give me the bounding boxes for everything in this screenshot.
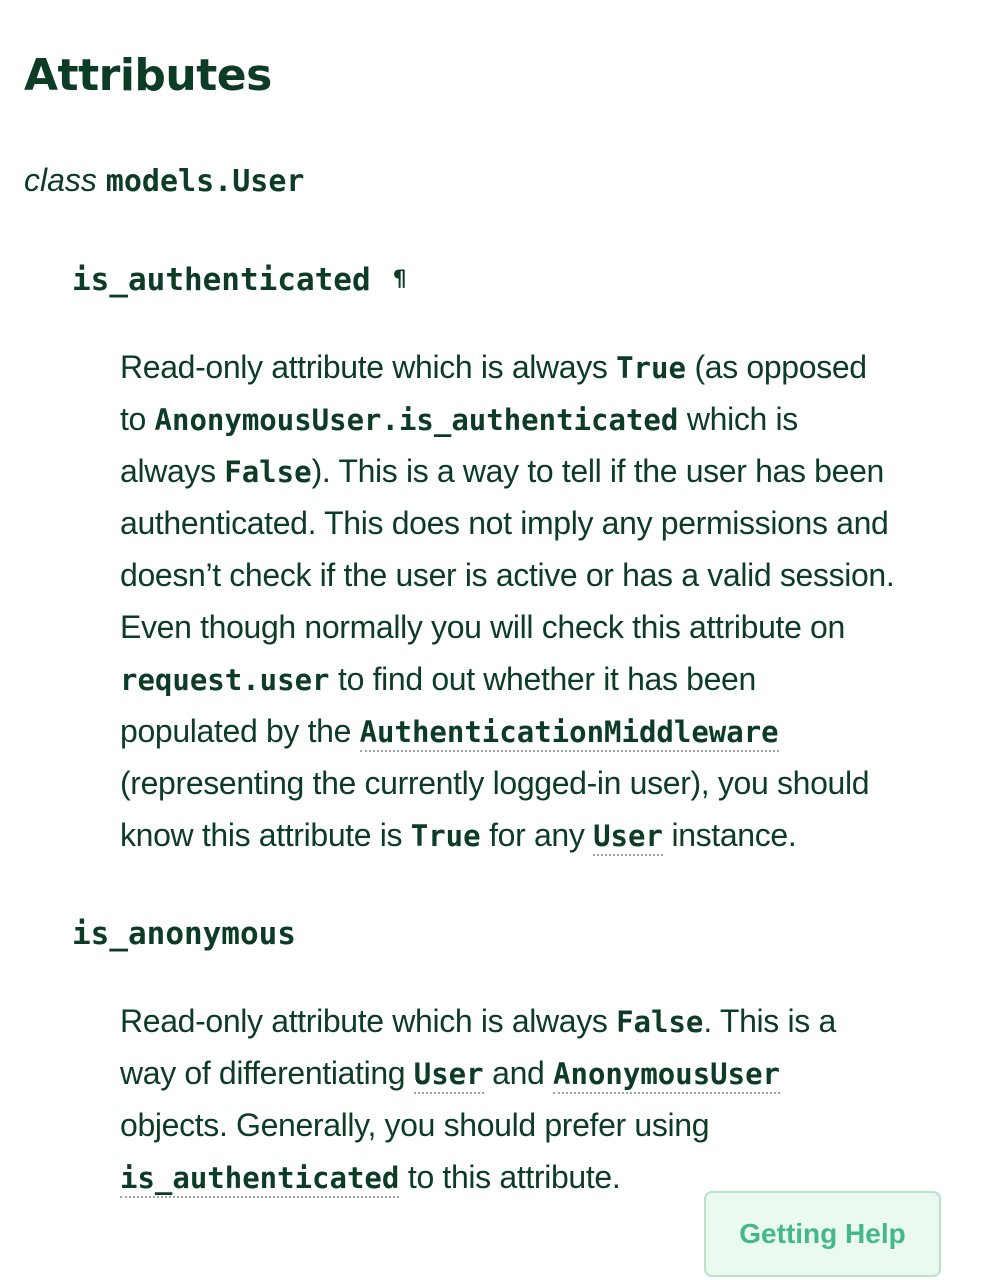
class-signature	[24, 158, 304, 204]
description-line	[120, 393, 970, 445]
code-true: True	[410, 819, 481, 853]
text-run: to find out whether it has been	[329, 661, 756, 697]
page-title: Attributes	[24, 50, 272, 101]
getting-help-button[interactable]	[704, 1191, 941, 1277]
text-run: ). This is a way to tell if the user has been	[311, 453, 884, 489]
text-run: and	[483, 1055, 554, 1091]
text-run: instance.	[662, 817, 797, 853]
text-run: know this attribute is	[120, 817, 411, 853]
class-name: models.User	[105, 164, 305, 199]
description-line	[120, 1047, 970, 1099]
description-line: authenticated. This does not imply any permissions and	[120, 505, 889, 541]
attribute-signature-is-anonymous	[72, 912, 296, 956]
class-keyword: class	[24, 162, 97, 198]
description-line	[120, 653, 970, 705]
attribute-signature-is-authenticated	[72, 258, 407, 302]
link-user[interactable]: User	[414, 1057, 484, 1094]
link-user[interactable]: User	[593, 819, 663, 856]
description-line	[120, 705, 970, 757]
code-false: False	[616, 1005, 704, 1039]
text-run: (as opposed	[685, 349, 867, 385]
link-anonymous-user[interactable]: AnonymousUser	[553, 1057, 780, 1094]
description-line	[120, 341, 970, 393]
code-true: True	[616, 351, 686, 385]
link-authentication-middleware[interactable]: AuthenticationMiddleware	[360, 715, 779, 752]
description-line: (representing the currently logged-in user), you should	[120, 765, 870, 801]
getting-help-label: Getting Help	[739, 1218, 906, 1249]
description-line	[120, 809, 970, 861]
description-line: Even though normally you will check this attribute on	[120, 609, 845, 645]
text-run: Read-only attribute which is always	[120, 349, 617, 385]
code-request-user: request.user	[120, 663, 330, 697]
text-run: populated by the	[120, 713, 360, 749]
attribute-name: is_anonymous	[72, 916, 296, 952]
permalink-icon[interactable]: ¶	[392, 267, 407, 292]
description-line: objects. Generally, you should prefer using	[120, 1107, 710, 1143]
code-anonymous-user-is-authenticated: AnonymousUser.is_authenticated	[154, 403, 679, 437]
text-run: to	[120, 401, 155, 437]
attribute-description-is-anonymous	[120, 995, 970, 1203]
text-run: . This is a	[703, 1003, 836, 1039]
description-line	[120, 995, 970, 1047]
attribute-name: is_authenticated	[72, 262, 371, 298]
text-run: Read-only attribute which is always	[120, 1003, 617, 1039]
description-line: doesn’t check if the user is active or has a valid session.	[120, 557, 895, 593]
text-run: way of differentiating	[120, 1055, 414, 1091]
text-run: for any	[480, 817, 594, 853]
text-run: which is	[678, 401, 798, 437]
code-false: False	[224, 455, 312, 489]
attribute-description-is-authenticated	[120, 341, 970, 861]
text-run: always	[120, 453, 225, 489]
description-line	[120, 445, 970, 497]
text-run: to this attribute.	[399, 1159, 621, 1195]
link-is-authenticated[interactable]: is_authenticated	[120, 1161, 399, 1198]
